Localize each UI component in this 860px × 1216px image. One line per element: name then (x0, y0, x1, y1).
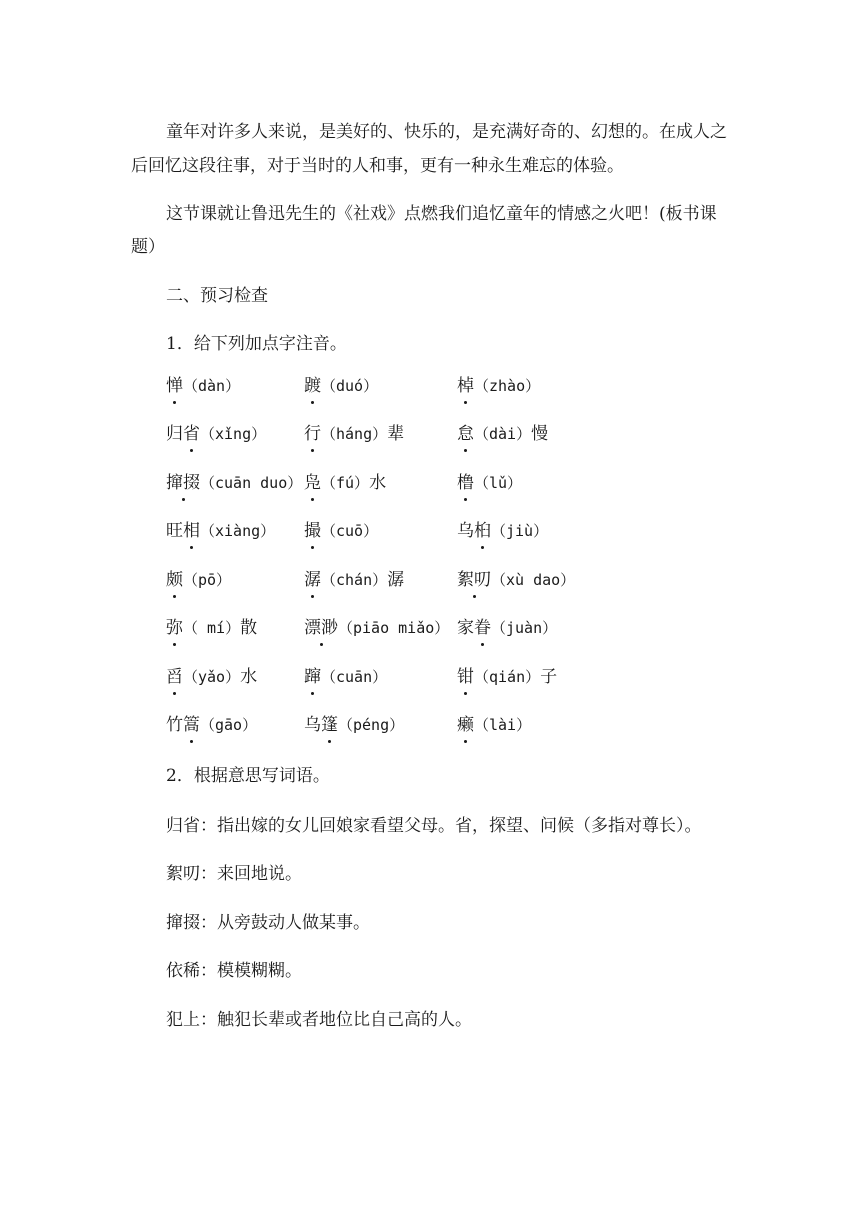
pinyin-annotation: （juàn） (491, 619, 558, 637)
dotted-character: 钳 (457, 667, 474, 687)
pinyin-item (304, 616, 449, 640)
pinyin-item (166, 713, 257, 737)
pinyin-annotation: （xǐng） (200, 425, 267, 443)
pinyin-item (304, 422, 404, 446)
intro-paragraph-1-line-2: 后回忆这段往事，对于当时的人和事，更有一种永生难忘的体验。 (131, 156, 624, 176)
pinyin-annotation: （cuān） (321, 668, 388, 686)
definition-item: 归省：指出嫁的女儿回娘家看望父母。省，探望、问候（多指对尊长）。 (166, 816, 702, 836)
pinyin-annotation: （cuō） (321, 522, 379, 540)
dotted-character: 篷 (321, 715, 338, 735)
dotted-character: 惮 (166, 376, 183, 396)
definition-item: 絮叨：来回地说。 (166, 864, 302, 884)
pinyin-item (166, 471, 302, 495)
pinyin-annotation: （fú） (321, 474, 370, 492)
word-suffix: 子 (540, 667, 558, 687)
intro-paragraph-1-line-1: 童年对许多人来说，是美好的、快乐的，是充满好奇的、幻想的。在成人之 (166, 122, 727, 142)
dotted-character: 相 (183, 521, 200, 541)
pinyin-annotation: （piāo miǎo） (338, 619, 450, 637)
dotted-character: 漂渺 (304, 618, 338, 638)
pinyin-item (166, 616, 257, 640)
dotted-character: 棹 (457, 376, 474, 396)
word-suffix: 散 (240, 618, 258, 638)
pinyin-annotation: （cuān duo） (200, 474, 303, 492)
dotted-character: 蹿 (304, 667, 321, 687)
pinyin-item (457, 616, 557, 640)
pinyin-annotation: （lài） (474, 716, 532, 734)
pinyin-item (166, 568, 231, 592)
dotted-character: 踱 (304, 376, 321, 396)
word-suffix: 慢 (531, 424, 549, 444)
pinyin-item (166, 422, 266, 446)
dotted-character: 撺掇 (166, 473, 200, 493)
question-1-title: 1．给下列加点字注音。 (166, 334, 347, 354)
dotted-character: 怠 (457, 424, 474, 444)
word-suffix: 潺 (387, 570, 405, 590)
section-title: 二、预习检查 (166, 286, 268, 306)
pinyin-item (457, 713, 531, 737)
pinyin-item (457, 422, 548, 446)
pinyin-item (457, 471, 522, 495)
pinyin-item (457, 568, 575, 592)
pinyin-annotation: （duó） (321, 377, 379, 395)
word-suffix: 辈 (387, 424, 405, 444)
dotted-character: 橹 (457, 473, 474, 493)
dotted-character: 行 (304, 424, 321, 444)
pinyin-annotation: （lǔ） (474, 474, 523, 492)
pinyin-item (304, 568, 404, 592)
pinyin-annotation: （xiàng） (200, 522, 276, 540)
word-prefix: 乌 (457, 521, 474, 541)
pinyin-item (166, 374, 240, 398)
pinyin-item (457, 519, 548, 543)
pinyin-item (304, 374, 378, 398)
definition-item: 犯上：触犯长辈或者地位比自己高的人。 (166, 1010, 472, 1030)
pinyin-annotation: （háng） (321, 425, 388, 443)
pinyin-annotation: （xù dao） (491, 571, 576, 589)
dotted-character: 省 (183, 424, 200, 444)
pinyin-annotation: （pō） (183, 571, 232, 589)
pinyin-annotation: （yǎo） (183, 668, 241, 686)
word-prefix: 竹 (166, 715, 183, 735)
pinyin-item (304, 713, 404, 737)
pinyin-item (166, 519, 275, 543)
dotted-character: 潺 (304, 570, 321, 590)
definition-item: 撺掇：从旁鼓动人做某事。 (166, 913, 370, 933)
pinyin-annotation: （dàn） (183, 377, 241, 395)
dotted-character: 桕 (474, 521, 491, 541)
word-prefix: 归 (166, 424, 183, 444)
pinyin-annotation: （ mí） (183, 619, 241, 637)
dotted-character: 絮叨 (457, 570, 491, 590)
pinyin-annotation: （jiù） (491, 522, 549, 540)
dotted-character: 癞 (457, 715, 474, 735)
pinyin-annotation: （dài） (474, 425, 532, 443)
pinyin-item (457, 374, 540, 398)
word-suffix: 水 (369, 473, 387, 493)
pinyin-annotation: （qián） (474, 668, 541, 686)
definition-item: 依稀：模模糊糊。 (166, 961, 302, 981)
word-prefix: 乌 (304, 715, 321, 735)
intro-paragraph-2-line-1: 这节课就让鲁迅先生的《社戏》点燃我们追忆童年的情感之火吧！(板书课 (166, 204, 717, 224)
dotted-character: 眷 (474, 618, 491, 638)
word-prefix: 家 (457, 618, 474, 638)
pinyin-item (457, 665, 557, 689)
pinyin-item (304, 471, 386, 495)
word-suffix: 水 (240, 667, 258, 687)
pinyin-item (166, 665, 257, 689)
word-prefix: 旺 (166, 521, 183, 541)
dotted-character: 弥 (166, 618, 183, 638)
intro-paragraph-2-line-2: 题） (131, 237, 165, 257)
pinyin-annotation: （gāo） (200, 716, 258, 734)
dotted-character: 撮 (304, 521, 321, 541)
dotted-character: 颇 (166, 570, 183, 590)
pinyin-annotation: （chán） (321, 571, 388, 589)
dotted-character: 篙 (183, 715, 200, 735)
dotted-character: 舀 (166, 667, 183, 687)
dotted-character: 凫 (304, 473, 321, 493)
pinyin-item (304, 519, 378, 543)
pinyin-annotation: （péng） (338, 716, 405, 734)
pinyin-item (304, 665, 387, 689)
question-2-title: 2．根据意思写词语。 (166, 766, 330, 786)
pinyin-annotation: （zhào） (474, 377, 541, 395)
